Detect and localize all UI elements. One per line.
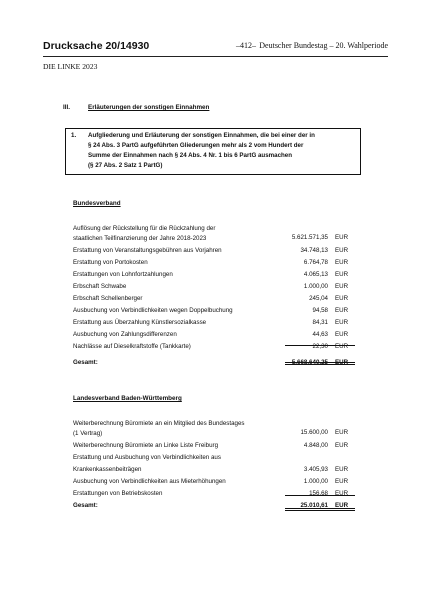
row-amount: 34.748,13 (300, 247, 328, 254)
sum-rule (285, 345, 355, 346)
row-label: Erstattung von Veranstaltungsgebühren aus Vorjahren (73, 247, 222, 254)
row-amount: 44,63 (312, 331, 328, 338)
row-label: Erstattungen von Lohnfortzahlungen (73, 271, 173, 278)
header-rule (43, 56, 388, 57)
row-amount: 156,68 (309, 490, 328, 497)
row-label: Ausbuchung von Verbindlichkeiten aus Mieterhöhungen (73, 478, 226, 485)
row-currency: EUR (335, 343, 349, 350)
box-number: 1. (71, 132, 77, 139)
table-row (73, 329, 355, 341)
row-currency: EUR (335, 283, 349, 290)
row-label: Krankenkassenbeiträgen (73, 466, 142, 473)
publisher: Deutscher Bundestag – 20. Wahlperiode (259, 41, 388, 50)
row-currency: EUR (335, 271, 349, 278)
table-row (73, 293, 355, 305)
bundesverband-heading: Bundesverband (73, 200, 121, 207)
table-row (73, 269, 355, 281)
party-year: DIE LINKE 2023 (43, 62, 98, 71)
row-label: Erbschaft Schellenberger (73, 295, 143, 302)
row-label: Erstattungen von Betriebskosten (73, 490, 163, 497)
page-header (43, 40, 388, 54)
sum-rule (285, 495, 355, 496)
total-double-rule (285, 508, 355, 511)
table-row (73, 317, 355, 329)
row-currency: EUR (335, 428, 349, 436)
section-title: Erläuterungen der sonstigen Einnahmen (88, 104, 210, 111)
row-currency: EUR (335, 490, 349, 497)
row-currency: EUR (335, 259, 349, 266)
table-row (73, 488, 355, 500)
row-amount: 6.764,78 (303, 259, 328, 266)
row-label: Erbschaft Schwabe (73, 283, 127, 290)
table-row (73, 452, 355, 464)
row-currency: EUR (335, 307, 349, 314)
landesverband-heading: Landesverband Baden-Württemberg (73, 395, 182, 402)
row-amount: 22,30 (312, 343, 328, 350)
table-row (73, 476, 355, 488)
row-amount: 1.000,00 (303, 478, 328, 485)
row-currency: EUR (335, 466, 349, 473)
table-row (73, 245, 355, 257)
row-label: Erstattung und Ausbuchung von Verbindlichkeiten aus (73, 454, 221, 461)
row-label: Weiterberechnung Büromiete an Linke Liste Freiburg (73, 442, 219, 449)
total-currency: EUR (335, 359, 349, 366)
table-row (73, 464, 355, 476)
row-amount: 3.405,93 (303, 466, 328, 473)
total-amount: 5.668.640,25 (291, 359, 328, 366)
row-currency: EUR (335, 442, 349, 449)
total-label: Gesamt: (73, 359, 98, 366)
bundesverband-table (73, 222, 355, 369)
table-row (73, 257, 355, 269)
box-text (88, 131, 356, 171)
row-label: Auflösung der Rückstellung für die Rückzahlung der staatlichen Teilfinanzierung der Jahre 2018-2023 (73, 225, 216, 242)
box-line: § 24 Abs. 3 PartG aufgeführten Gliederungen mehr als 2 vom Hundert der (88, 142, 304, 149)
box-line: (§ 27 Abs. 2 Satz 1 PartG) (88, 162, 163, 169)
table-row (73, 222, 355, 245)
row-label: Nachlässe auf Dieselkraftstoffe (Tankkarte) (73, 343, 191, 350)
row-amount: 1.000,00 (303, 283, 328, 290)
row-amount: 84,31 (312, 319, 328, 326)
row-amount: 5.621.571,35 (291, 233, 328, 241)
table-row (73, 305, 355, 317)
total-label: Gesamt: (73, 502, 98, 509)
drucksache-number: 14930 (120, 40, 150, 52)
row-currency: EUR (335, 295, 349, 302)
row-amount: 94,58 (312, 307, 328, 314)
table-row (73, 341, 355, 353)
table-row (73, 281, 355, 293)
row-label: Erstattung von Portokosten (73, 259, 148, 266)
row-currency: EUR (335, 331, 349, 338)
row-label: Ausbuchung von Verbindlichkeiten wegen Doppelbuchung (73, 307, 233, 314)
row-amount: 15.600,00 (300, 428, 328, 436)
row-amount: 245,04 (309, 295, 328, 302)
row-amount: 4.065,13 (303, 271, 328, 278)
row-label: Ausbuchung von Zahlungsdifferenzen (73, 331, 177, 338)
total-amount: 25.010,61 (300, 502, 328, 509)
row-currency: EUR (335, 478, 349, 485)
table-row (73, 417, 355, 440)
section-number: III. (63, 104, 70, 111)
drucksache-id (43, 40, 149, 52)
row-label: Erstattung aus Überzahlung Künstlersozialkasse (73, 319, 207, 326)
row-label: Weiterberechnung Büromiete an ein Mitglied des Bundestages (1 Vertrag) (73, 420, 245, 437)
page-number: –412– (236, 41, 256, 50)
row-amount: 4.848,00 (303, 442, 328, 449)
box-line: Summe der Einnahmen nach § 24 Abs. 4 Nr. 1 bis 6 PartG ausmachen (88, 152, 293, 159)
table-row (73, 440, 355, 452)
row-currency: EUR (335, 233, 349, 241)
row-currency: EUR (335, 247, 349, 254)
box-line: Aufgliederung und Erläuterung der sonstigen Einnahmen, die bei einer der in (88, 132, 315, 139)
row-currency: EUR (335, 319, 349, 326)
total-double-rule (285, 362, 355, 365)
explanation-box (65, 128, 361, 175)
landesverband-table (73, 417, 355, 512)
drucksache-label: Drucksache 20/ (43, 40, 121, 52)
total-currency: EUR (335, 502, 349, 509)
